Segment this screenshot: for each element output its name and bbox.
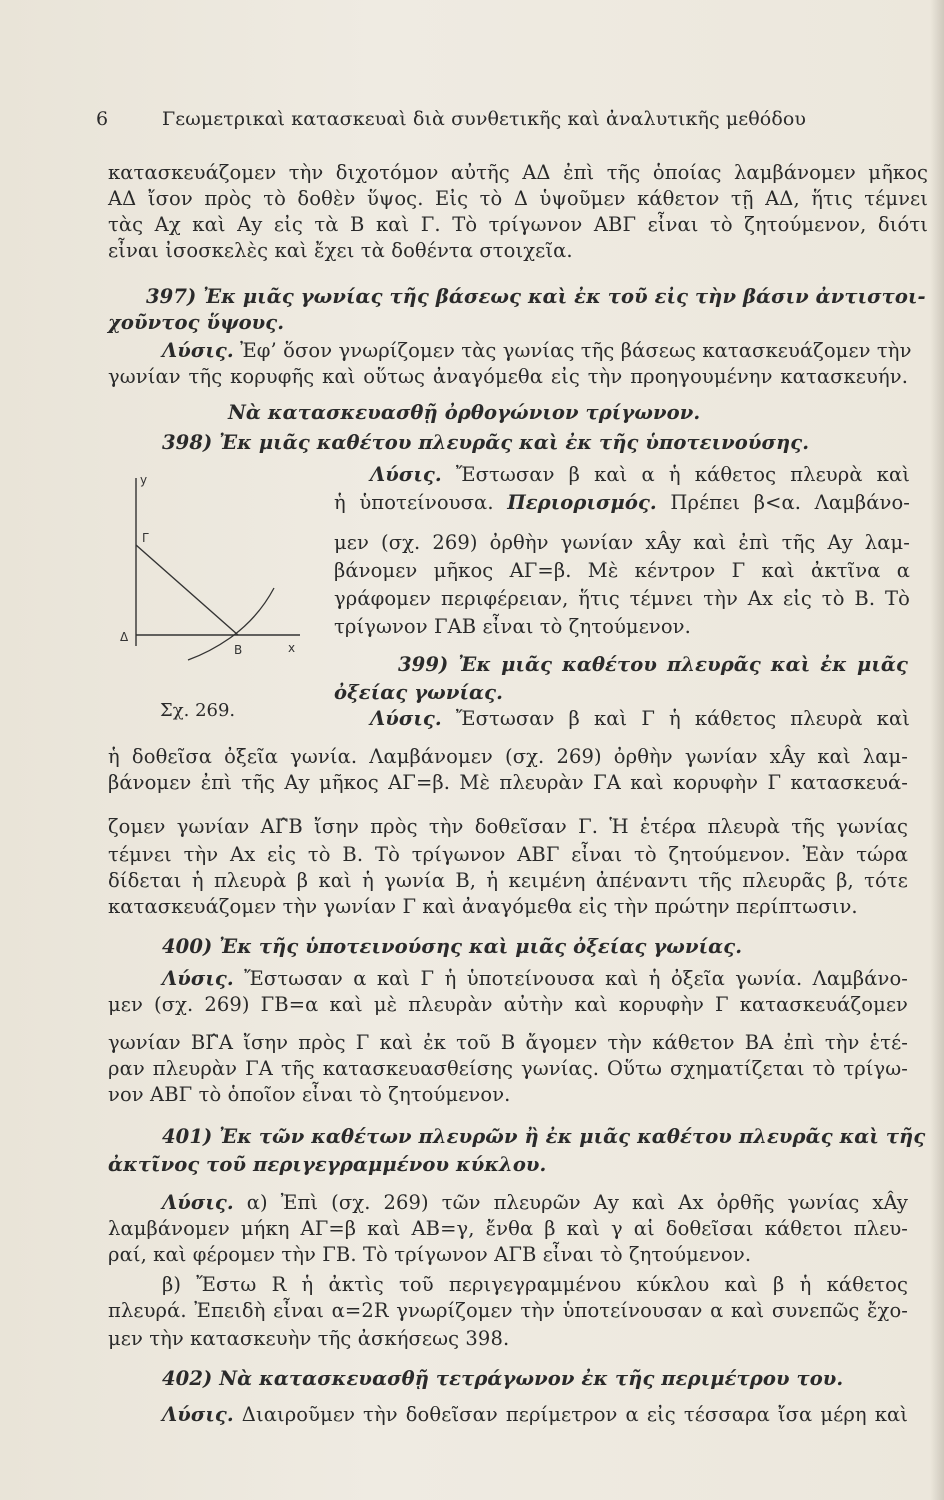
running-header: Γεωμετρικαὶ κατασκευαὶ διὰ συνθετικῆς καὶ ἀναλυτικῆς μεθόδου [162, 108, 807, 130]
figure-caption: Σχ. 269. [160, 700, 236, 721]
text-line: ἡ δοθεῖσα ὀξεῖα γωνία. Λαμβάνομεν (σχ. 269) ὀρθὴν γωνίαν xÂy καὶ λαμ- [108, 745, 908, 768]
text-line: λαμβάνομεν μήκη ΑΓ=β καὶ ΑΒ=γ, ἔνθα β καὶ γ αἱ δοθεῖσαι κάθετοι πλευ- [108, 1217, 908, 1240]
text-line: ζομεν γωνίαν ΑΓ̂Β ἴσην πρὸς τὴν δοθεῖσαν Γ. Ἡ ἑτέρα πλευρὰ τῆς γωνίας [108, 815, 908, 838]
text-line: τέμνει τὴν Αx εἰς τὸ Β. Τὸ τρίγωνον ΑΒΓ εἶναι τὸ ζητούμενον. Ἐὰν τώρα [108, 843, 908, 866]
text-line: Λύσις. Ἔστωσαν β καὶ Γ ἡ κάθετος πλευρὰ καὶ [370, 707, 910, 730]
problem-heading: Νὰ κατασκευασθῇ ὀρθογώνιον τρίγωνον. [228, 401, 701, 424]
text-line: μεν (σχ. 269) ΓΒ=α καὶ μὲ πλευρὰν αὐτὴν καὶ κορυφὴν Γ κατασκευάζομεν [108, 993, 908, 1016]
page-edge-shadow [930, 0, 944, 1500]
text-line: μεν (σχ. 269) ὀρθὴν γωνίαν xÂy καὶ ἐπὶ τῆς Αy λαμ- [334, 531, 910, 554]
text-line: Λύσις. Ἔστωσαν β καὶ α ἡ κάθετος πλευρὰ καὶ [370, 463, 910, 486]
text-line: Λύσις. Ἐφ’ ὅσον γνωρίζομεν τὰς γωνίας τῆς βάσεως κατασκευάζομεν τὴν [162, 339, 912, 362]
figure-269 [110, 470, 320, 685]
text-line: τὰς Αχ καὶ Αy εἰς τὰ Β καὶ Γ. Τὸ τρίγωνον ΑΒΓ εἶναι τὸ ζητούμενον, διότι [108, 213, 928, 236]
hypotenuse-line [136, 545, 238, 635]
text-line: γράφομεν περιφέρειαν, ἥτις τέμνει τὴν Αx εἰς τὸ Β. Τὸ [334, 587, 910, 610]
text-line: ραν πλευρὰν ΓΑ τῆς κατασκευασθείσης γωνίας. Οὕτω σχηματίζεται τὸ τρίγω- [108, 1057, 908, 1080]
text-line: κατασκευάζομεν τὴν διχοτόμον αὐτῆς ΑΔ ἐπὶ τῆς ὁποίας λαμβάνομεν μῆκος [108, 161, 928, 184]
text-line: βάνομεν μῆκος ΑΓ=β. Μὲ κέντρον Γ καὶ ἀκτῖνα α [334, 559, 910, 582]
problem-heading: ἀκτῖνος τοῦ περιγεγραμμένου κύκλου. [108, 1153, 547, 1176]
arc-line [188, 588, 274, 660]
text-line: γωνίαν τῆς κορυφῆς καὶ οὕτως ἀναγόμεθα εἰς τὴν προηγουμένην κατασκευήν. [108, 365, 908, 388]
fig-label-gamma: Γ [142, 531, 149, 545]
fig-label-x: x [288, 641, 296, 655]
fig-label-b: Β [234, 643, 243, 657]
problem-heading: 402) Νὰ κατασκευασθῇ τετράγωνον ἐκ τῆς περιμέτρου του. [162, 1367, 844, 1390]
text-line: Λύσις. Ἔστωσαν α καὶ Γ ἡ ὑποτείνουσα καὶ ἡ ὀξεῖα γωνία. Λαμβάνο- [162, 967, 908, 990]
problem-heading: 401) Ἐκ τῶν καθέτων πλευρῶν ἢ ἐκ μιᾶς καθέτου πλευρᾶς καὶ τῆς [162, 1125, 926, 1148]
problem-heading: 397) Ἐκ μιᾶς γωνίας τῆς βάσεως καὶ ἐκ τοῦ εἰς τὴν βάσιν ἀντιστοι- [146, 285, 926, 308]
text-line: Λύσις. Διαιροῦμεν τὴν δοθεῖσαν περίμετρον α εἰς τέσσαρα ἴσα μέρη καὶ [162, 1403, 908, 1426]
text-line: κατασκευάζομεν τὴν γωνίαν Γ καὶ ἀναγόμεθα εἰς τὴν πρώτην περίπτωσιν. [108, 895, 858, 918]
text-line: τρίγωνον ΓΑΒ εἶναι τὸ ζητούμενον. [334, 615, 691, 638]
text-line: ἡ ὑποτείνουσα. Περιορισμός. Πρέπει β<α. Λαμβάνο- [334, 491, 910, 514]
text-line: β) Ἔστω R ἡ ἀκτὶς τοῦ περιγεγραμμένου κύκλου καὶ β ἡ κάθετος [162, 1273, 908, 1296]
text-line: νον ΑΒΓ τὸ ὁποῖον εἶναι τὸ ζητούμενον. [108, 1083, 511, 1106]
problem-heading: χοῦντος ὕψους. [108, 311, 285, 334]
problem-heading: 398) Ἐκ μιᾶς καθέτου πλευρᾶς καὶ ἐκ τῆς ὑποτεινούσης. [162, 431, 810, 454]
fig-label-y: y [140, 473, 148, 487]
text-line: εἶναι ἰσοσκελὲς καὶ ἔχει τὰ δοθέντα στοιχεῖα. [108, 239, 573, 262]
text-line: γωνίαν ΒΓ̂Α ἴσην πρὸς Γ καὶ ἐκ τοῦ Β ἄγομεν τὴν κάθετον ΒΑ ἐπὶ τὴν ἑτέ- [108, 1031, 908, 1054]
text-line: ραί, καὶ φέρομεν τὴν ΓΒ. Τὸ τρίγωνον ΑΓΒ εἶναι τὸ ζητούμενον. [108, 1243, 752, 1266]
problem-heading: 399) Ἐκ μιᾶς καθέτου πλευρᾶς καὶ ἐκ μιᾶς [398, 653, 908, 676]
text-line: ΑΔ ἴσον πρὸς τὸ δοθὲν ὕψος. Εἰς τὸ Δ ὑψοῦμεν κάθετον τῇ ΑΔ, ἥτις τέμνει [108, 187, 928, 210]
page-number: 6 [96, 108, 109, 130]
fig-label-delta: Δ [120, 630, 129, 644]
text-line: δίδεται ἡ πλευρὰ β καὶ ἡ γωνία Β, ἡ κειμένη ἀπέναντι τῆς πλευρᾶς β, τότε [108, 869, 908, 892]
text-line: βάνομεν ἐπὶ τῆς Αy μῆκος ΑΓ=β. Μὲ πλευρὰν ΓΑ καὶ κορυφὴν Γ κατασκευά- [108, 771, 908, 794]
text-line: πλευρά. Ἐπειδὴ εἶναι α=2R γνωρίζομεν τὴν ὑποτείνουσαν α καὶ συνεπῶς ἔχο- [108, 1299, 908, 1322]
problem-heading: ὀξείας γωνίας. [334, 681, 503, 704]
text-line: Λύσις. α) Ἐπὶ (σχ. 269) τῶν πλευρῶν Αy καὶ Αx ὀρθῆς γωνίας xÂy [162, 1191, 908, 1214]
problem-heading: 400) Ἐκ τῆς ὑποτεινούσης καὶ μιᾶς ὀξείας γωνίας. [162, 935, 743, 958]
text-line: μεν τὴν κατασκευὴν τῆς ἀσκήσεως 398. [108, 1327, 510, 1350]
